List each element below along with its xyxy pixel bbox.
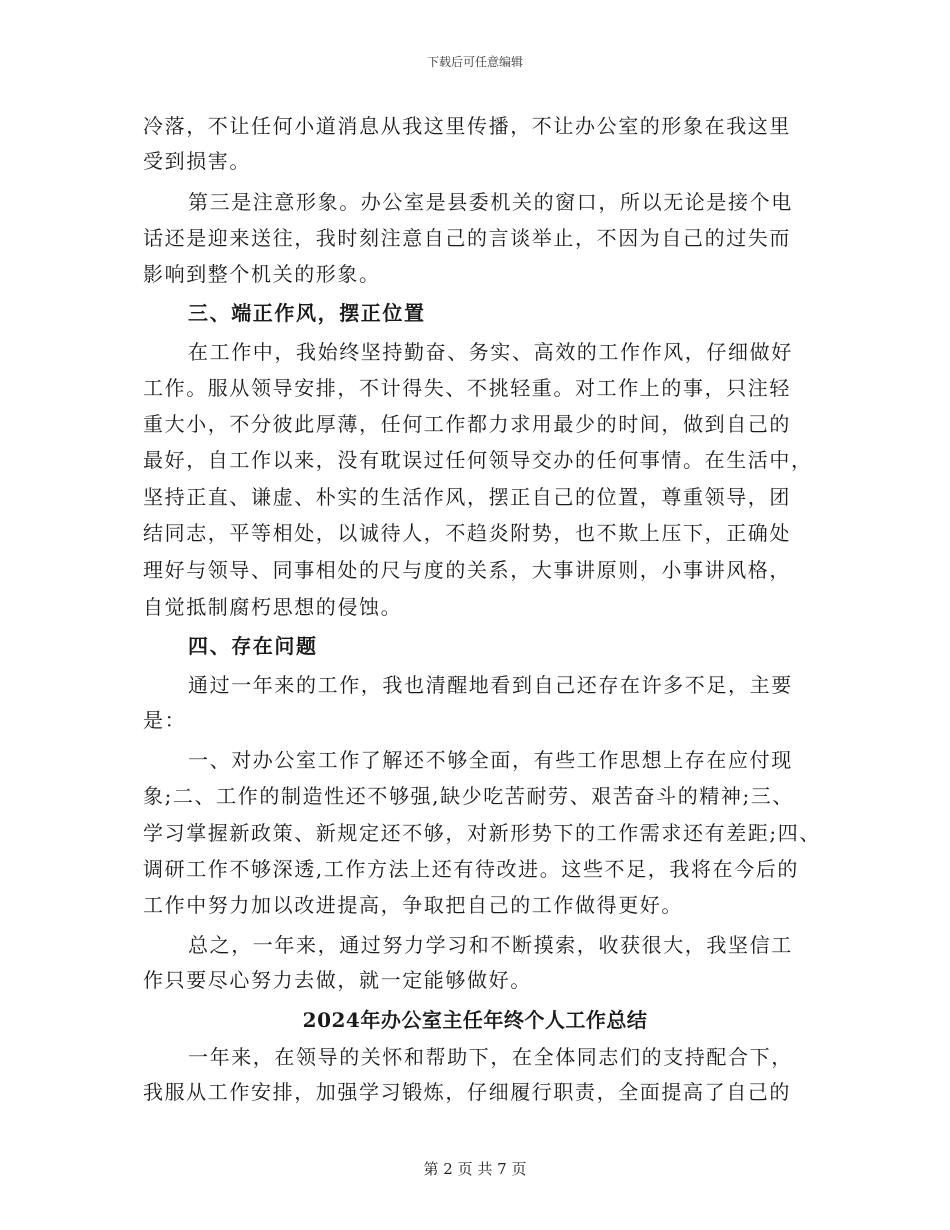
body-line: 话还是迎来送往，我时刻注意自己的言谈举止，不因为自己的过失而 (143, 226, 791, 250)
body-line: 一、对办公室工作了解还不够全面，有些工作思想上存在应付现 (188, 748, 793, 772)
body-line: 理好与领导、同事相处的尺与度的关系，大事讲原则，小事讲风格， (143, 558, 791, 582)
body-line: 冷落，不让任何小道消息从我这里传播，不让办公室的形象在我这里 (143, 114, 791, 138)
body-line: 结同志，平等相处，以诚待人，不趋炎附势，也不欺上压下，正确处 (143, 521, 791, 545)
section-heading: 四、存在问题 (188, 634, 318, 658)
body-line: 总之，一年来，通过努力学习和不断摸索，收获很大，我坚信工 (188, 933, 793, 957)
body-line: 在工作中，我始终坚持勤奋、务实、高效的工作作风，仔细做好 (188, 340, 793, 364)
body-line: 象;二、工作的制造性还不够强,缺少吃苦耐劳、艰苦奋斗的精神;三、 (143, 784, 795, 808)
page-number: 第 2 页 共 7 页 (423, 1160, 527, 1178)
body-line: 坚持正直、谦虚、朴实的生活作风，摆正自己的位置，尊重领导，团 (143, 485, 791, 509)
body-line: 我服从工作安排，加强学习锻炼，仔细履行职责，全面提高了自己的 (143, 1080, 791, 1104)
section-heading: 三、端正作风，摆正位置 (188, 301, 426, 325)
body-line: 受到损害。 (143, 149, 251, 173)
body-line: 通过一年来的工作，我也清醒地看到自己还存在许多不足，主要 (188, 673, 793, 697)
page-header: 下载后可任意编辑 (426, 55, 523, 69)
body-line: 自觉抵制腐朽思想的侵蚀。 (143, 595, 403, 619)
body-line: 影响到整个机关的形象。 (143, 262, 381, 286)
body-line: 工作中努力加以改进提高，争取把自己的工作做得更好。 (143, 893, 683, 917)
document-title: 2024年办公室主任年终个人工作总结 (302, 1008, 648, 1032)
body-line: 调研工作不够深透,工作方法上还有待改进。这些不足，我将在今后的 (143, 857, 799, 881)
body-line: 一年来，在领导的关怀和帮助下，在全体同志们的支持配合下， (188, 1045, 793, 1069)
body-line: 第三是注意形象。办公室是县委机关的窗口，所以无论是接个电 (188, 190, 793, 214)
body-line: 最好，自工作以来，没有耽误过任何领导交办的任何事情。在生活中， (143, 448, 813, 472)
body-line: 工作。服从领导安排，不计得失、不挑轻重。对工作上的事，只注轻 (143, 376, 791, 400)
body-line: 学习掌握新政策、新规定还不够，对新形势下的工作需求还有差距;四、 (143, 821, 821, 845)
body-line: 是： (143, 708, 187, 732)
body-line: 重大小，不分彼此厚薄，任何工作都力求用最少的时间，做到自己的 (143, 412, 791, 436)
body-line: 作只要尽心努力去做，就一定能够做好。 (143, 968, 532, 992)
